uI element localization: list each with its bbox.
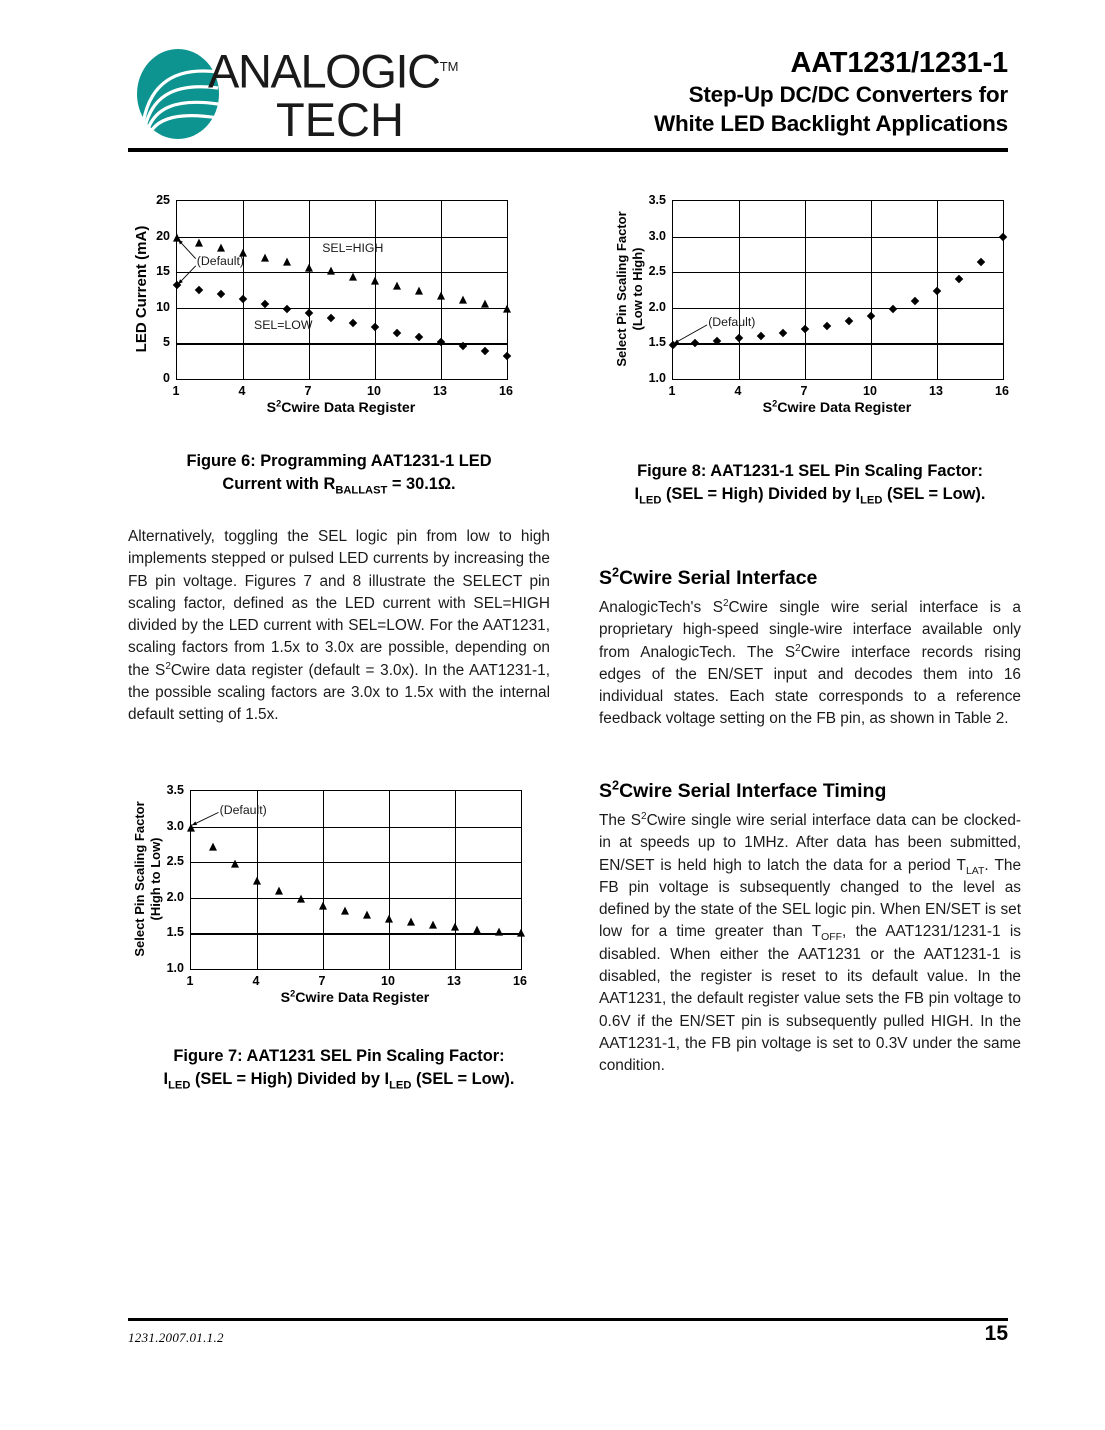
chart-annotation: (Default) — [219, 802, 267, 817]
heading-s2cwire-serial-interface-timing: $S^2Cwire$ Serial Interface Timing — [599, 778, 887, 802]
x-axis-tick-label: 16 — [499, 384, 513, 398]
x-axis-tick-label: 10 — [381, 974, 395, 988]
x-axis-tick-label: 7 — [800, 384, 808, 398]
chart-annotation: (Default) — [196, 254, 244, 269]
y-axis-tick-label: 0 — [163, 371, 170, 385]
figure-6-chart — [128, 186, 550, 426]
x-axis-tick-label: 7 — [318, 974, 326, 988]
default-callout-arrows — [177, 201, 507, 379]
y-axis-tick-label: 3.0 — [166, 818, 184, 833]
logo-analogic-text: ANALOGIC™ — [208, 44, 459, 98]
x-axis-tick-label: 16 — [513, 974, 527, 988]
left-column-text — [128, 526, 550, 727]
page-header — [128, 44, 1008, 152]
y-axis-title: LED Current (mA) — [133, 225, 150, 353]
y-axis-tick-label: 1.5 — [648, 335, 666, 350]
footer-divider — [128, 1318, 1008, 1321]
y-axis-tick-label: 3.0 — [648, 228, 666, 243]
right-column-section-2 — [599, 779, 1021, 1078]
part-number-title: AAT1231/1231-1 — [790, 47, 1008, 79]
y-axis-tick-label: 15 — [156, 264, 170, 279]
heading-s2cwire-serial-interface: $S^2Cwire$ Serial Interface — [599, 565, 818, 589]
x-axis-tick-label: 4 — [734, 384, 742, 398]
analogic-tech-logo — [128, 44, 459, 150]
x-axis-tick-label: 1 — [668, 384, 676, 398]
x-axis-tick-label: 10 — [863, 384, 877, 398]
x-axis-tick-label: 16 — [995, 384, 1009, 398]
chart-annotation: (Default) — [708, 314, 756, 329]
x-axis-tick-label: 13 — [447, 974, 461, 988]
y-axis-tick-label: 1.0 — [648, 371, 666, 385]
paragraph-serial-interface-timing: The $S^2Cwire$ single wire serial interface data can be clocked-in at speeds up to 1MHz. After data has been submitted, EN/SET is held high to latch the data for a period $T_{LAT}$. The FB pin voltage is subsequently changed to the level as defined by the state of the SEL logic pin. When EN/SET is set low for a time greater than $T_{OFF}$, the AAT1231/1231-1 is disabled. When either the AAT1231 or the AAT1231-1 is disabled, the register is reset to its default value. In the AAT1231, the default register value sets the FB pin voltage to 0.6V if the EN/SET pin is subsequently pulled HIGH. In the AAT1231-1, the FB pin voltage is set to 0.3V under the same condition. — [599, 810, 1022, 1075]
figure-7-chart — [128, 776, 550, 1016]
page-number: 15 — [984, 1322, 1008, 1345]
y-axis-tick-label: 2.0 — [648, 299, 666, 314]
x-axis-tick-label: 4 — [238, 384, 246, 398]
trademark-symbol: TM — [439, 59, 459, 74]
x-axis-tick-label: 4 — [252, 974, 260, 988]
logo-wordmark — [208, 42, 459, 146]
figure-8-caption: Figure 8: AAT1231-1 SEL Pin Scaling Factor: $I_{LED}$ (SEL = High) Divided by $I_{LED}$ (SEL = Low). — [634, 462, 986, 507]
x-axis-tick-label: 1 — [186, 974, 194, 988]
y-axis-tick-label: 10 — [156, 299, 170, 314]
figure-6-caption: Figure 6: Programming AAT1231-1 LED Current with $R_{BALLAST} = 30.1\Omega$. — [186, 452, 492, 497]
x-axis-tick-label: 7 — [304, 384, 312, 398]
y-axis-tick-label: 3.5 — [648, 193, 666, 207]
chart-annotation: SEL=HIGH — [322, 241, 384, 256]
document-subtitle-line1: Step-Up DC/DC Converters for — [688, 82, 1008, 107]
chart-annotation: SEL=LOW — [254, 318, 313, 333]
y-axis-tick-label: 5 — [163, 335, 170, 350]
figure-7-caption: Figure 7: AAT1231 SEL Pin Scaling Factor: $I_{LED}$ (SEL = High) Divided by $I_{LED}$ (SEL = Low). — [163, 1047, 515, 1092]
plot-area — [176, 200, 508, 380]
y-axis-tick-label: 1.0 — [166, 961, 184, 975]
y-axis-tick-label: 1.5 — [166, 925, 184, 940]
default-callout-arrow — [673, 201, 1003, 379]
figure-8-chart — [610, 186, 1032, 426]
header-divider — [128, 148, 1008, 152]
y-axis-tick-label: 2.0 — [166, 889, 184, 904]
y-axis-tick-label: 2.5 — [166, 854, 184, 869]
default-callout-arrow — [191, 791, 521, 969]
x-axis-tick-label: 1 — [172, 384, 180, 398]
y-axis-tick-label: 3.5 — [166, 783, 184, 797]
y-axis-tick-label: 2.5 — [648, 264, 666, 279]
document-title-block — [488, 46, 1008, 138]
plot-area — [672, 200, 1004, 380]
logo-tech-text: TECH — [276, 92, 404, 146]
x-axis-title: $S^2Cwire$ Data Register — [762, 398, 912, 416]
x-axis-tick-label: 13 — [433, 384, 447, 398]
x-axis-tick-label: 10 — [367, 384, 381, 398]
document-code: 1231.2007.01.1.2 — [128, 1330, 224, 1345]
paragraph-sel-scaling: Alternatively, toggling the SEL logic pin from low to high implements stepped or pulsed LED currents by increasing the FB pin voltage. Figures 7 and 8 illustrate the SELECT pin scaling factor, defined as the LED current with SEL=HIGH divided by the LED current with SEL=LOW. For the AAT1231, scaling factors from 1.5x to 3.0x are possible, depending on the $S^2Cwire$ data register (default = 3.0x). In the AAT1231-1, the possible scaling factors are 3.0x to 1.5x with the internal default setting of 1.5x. — [128, 528, 551, 724]
y-axis-title: Select Pin Scaling Factor (Low to High) — [614, 211, 645, 367]
plot-area — [190, 790, 522, 970]
x-axis-title: $S^2Cwire$ Data Register — [280, 988, 430, 1006]
x-axis-tick-label: 13 — [929, 384, 943, 398]
right-column-section-1 — [599, 566, 1021, 731]
y-axis-title: Select Pin Scaling Factor (High to Low) — [132, 801, 163, 957]
y-axis-tick-label: 20 — [156, 228, 170, 243]
x-axis-title: $S^2Cwire$ Data Register — [266, 398, 416, 416]
y-axis-tick-label: 25 — [156, 193, 170, 207]
document-subtitle-line2: White LED Backlight Applications — [653, 111, 1008, 136]
paragraph-serial-interface: AnalogicTech's $S^2Cwire$ single wire serial interface is a proprietary high-speed single-wire interface available only from AnalogicTech. The $S^2Cwire$ interface records rising edges of the EN/SET input and decodes them into 16 individual states. Each state corresponds to a reference feedback voltage setting on the FB pin, as shown in Table 2. — [599, 597, 1022, 728]
